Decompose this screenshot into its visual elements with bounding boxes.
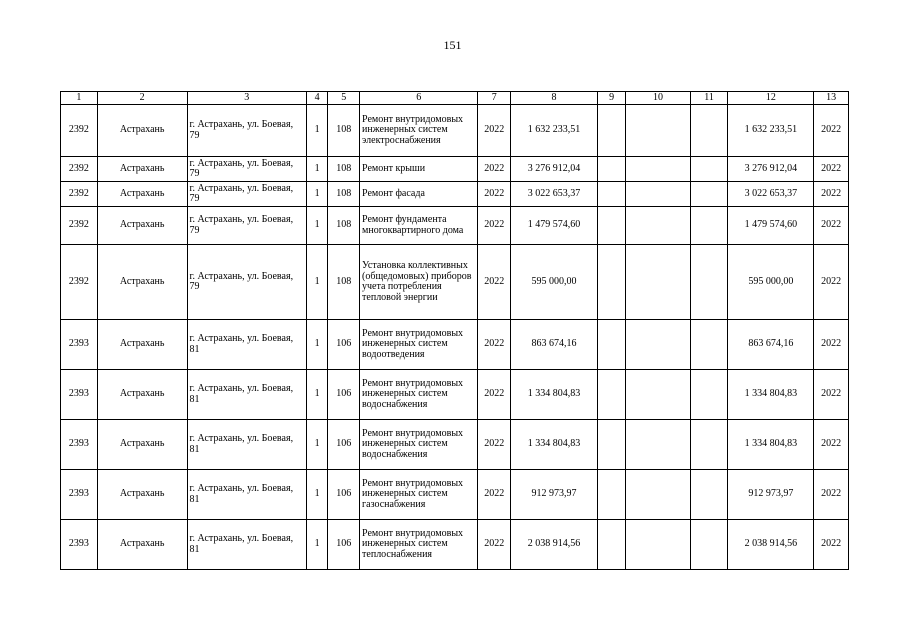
column-5-cell: 106 xyxy=(328,420,360,470)
address-cell: г. Астрахань, ул. Боевая, 81 xyxy=(187,420,306,470)
total-cost-cell: 2 038 914,56 xyxy=(511,520,598,570)
table-row xyxy=(61,245,849,320)
column-12-cost-cell: 3 022 653,37 xyxy=(728,182,814,207)
city-cell: Астрахань xyxy=(97,520,187,570)
repair-schedule-table xyxy=(60,91,849,570)
column-12-cost-cell: 1 632 233,51 xyxy=(728,105,814,157)
total-cost-cell: 1 479 574,60 xyxy=(511,207,598,245)
total-cost-cell: 3 276 912,04 xyxy=(511,157,598,182)
table-body xyxy=(61,105,849,570)
column-9-cell xyxy=(597,420,626,470)
work-type-cell: Ремонт внутридомовых инженерных систем газоснабжения xyxy=(360,470,478,520)
column-9-cell xyxy=(597,182,626,207)
column-10-cell xyxy=(626,420,690,470)
column-4-cell: 1 xyxy=(306,520,327,570)
column-10-cell xyxy=(626,157,690,182)
column-11-cell xyxy=(690,157,728,182)
city-cell: Астрахань xyxy=(97,320,187,370)
work-type-cell: Ремонт фасада xyxy=(360,182,478,207)
year-cell: 2022 xyxy=(478,420,511,470)
work-type-cell: Ремонт внутридомовых инженерных систем электроснабжения xyxy=(360,105,478,157)
column-header: 1 xyxy=(61,92,98,105)
column-5-cell: 108 xyxy=(328,182,360,207)
table-row xyxy=(61,105,849,157)
column-9-cell xyxy=(597,207,626,245)
work-type-cell: Ремонт внутридомовых инженерных систем водоснабжения xyxy=(360,420,478,470)
total-cost-cell: 1 632 233,51 xyxy=(511,105,598,157)
table-row xyxy=(61,157,849,182)
column-12-cost-cell: 595 000,00 xyxy=(728,245,814,320)
work-type-cell: Ремонт внутридомовых инженерных систем теплоснабжения xyxy=(360,520,478,570)
total-cost-cell: 1 334 804,83 xyxy=(511,370,598,420)
column-5-cell: 108 xyxy=(328,157,360,182)
column-header: 7 xyxy=(478,92,511,105)
column-13-year-cell: 2022 xyxy=(814,420,849,470)
column-4-cell: 1 xyxy=(306,470,327,520)
column-4-cell: 1 xyxy=(306,207,327,245)
column-11-cell xyxy=(690,420,728,470)
work-type-cell: Установка коллективных (общедомовых) приборов учета потребления тепловой энергии xyxy=(360,245,478,320)
column-12-cost-cell: 1 334 804,83 xyxy=(728,370,814,420)
column-9-cell xyxy=(597,157,626,182)
column-4-cell: 1 xyxy=(306,420,327,470)
table-row xyxy=(61,207,849,245)
page-number: 151 xyxy=(443,38,462,52)
row-number-cell: 2393 xyxy=(61,520,98,570)
column-9-cell xyxy=(597,320,626,370)
row-number-cell: 2392 xyxy=(61,105,98,157)
column-13-year-cell: 2022 xyxy=(814,182,849,207)
column-12-cost-cell: 1 479 574,60 xyxy=(728,207,814,245)
column-header: 8 xyxy=(511,92,598,105)
column-5-cell: 106 xyxy=(328,370,360,420)
column-13-year-cell: 2022 xyxy=(814,470,849,520)
column-13-year-cell: 2022 xyxy=(814,207,849,245)
total-cost-cell: 3 022 653,37 xyxy=(511,182,598,207)
work-type-cell: Ремонт внутридомовых инженерных систем водоснабжения xyxy=(360,370,478,420)
row-number-cell: 2393 xyxy=(61,320,98,370)
year-cell: 2022 xyxy=(478,105,511,157)
year-cell: 2022 xyxy=(478,157,511,182)
city-cell: Астрахань xyxy=(97,420,187,470)
city-cell: Астрахань xyxy=(97,245,187,320)
column-10-cell xyxy=(626,182,690,207)
column-11-cell xyxy=(690,520,728,570)
column-9-cell xyxy=(597,370,626,420)
city-cell: Астрахань xyxy=(97,157,187,182)
column-11-cell xyxy=(690,370,728,420)
city-cell: Астрахань xyxy=(97,182,187,207)
table-row xyxy=(61,420,849,470)
address-cell: г. Астрахань, ул. Боевая, 79 xyxy=(187,207,306,245)
city-cell: Астрахань xyxy=(97,207,187,245)
column-11-cell xyxy=(690,470,728,520)
table-row xyxy=(61,370,849,420)
column-header: 13 xyxy=(814,92,849,105)
address-cell: г. Астрахань, ул. Боевая, 79 xyxy=(187,157,306,182)
column-10-cell xyxy=(626,470,690,520)
column-header: 3 xyxy=(187,92,306,105)
year-cell: 2022 xyxy=(478,245,511,320)
address-cell: г. Астрахань, ул. Боевая, 81 xyxy=(187,320,306,370)
column-header: 12 xyxy=(728,92,814,105)
column-11-cell xyxy=(690,245,728,320)
column-9-cell xyxy=(597,105,626,157)
column-5-cell: 106 xyxy=(328,470,360,520)
column-4-cell: 1 xyxy=(306,105,327,157)
row-number-cell: 2392 xyxy=(61,245,98,320)
column-13-year-cell: 2022 xyxy=(814,245,849,320)
column-9-cell xyxy=(597,245,626,320)
table-row xyxy=(61,320,849,370)
city-cell: Астрахань xyxy=(97,105,187,157)
table-row xyxy=(61,182,849,207)
year-cell: 2022 xyxy=(478,370,511,420)
column-10-cell xyxy=(626,370,690,420)
column-4-cell: 1 xyxy=(306,157,327,182)
total-cost-cell: 1 334 804,83 xyxy=(511,420,598,470)
column-13-year-cell: 2022 xyxy=(814,370,849,420)
total-cost-cell: 595 000,00 xyxy=(511,245,598,320)
column-12-cost-cell: 863 674,16 xyxy=(728,320,814,370)
work-type-cell: Ремонт внутридомовых инженерных систем водоотведения xyxy=(360,320,478,370)
column-12-cost-cell: 2 038 914,56 xyxy=(728,520,814,570)
column-header: 5 xyxy=(328,92,360,105)
column-12-cost-cell: 912 973,97 xyxy=(728,470,814,520)
column-11-cell xyxy=(690,182,728,207)
address-cell: г. Астрахань, ул. Боевая, 79 xyxy=(187,245,306,320)
column-10-cell xyxy=(626,207,690,245)
column-10-cell xyxy=(626,520,690,570)
year-cell: 2022 xyxy=(478,320,511,370)
column-5-cell: 106 xyxy=(328,320,360,370)
row-number-cell: 2393 xyxy=(61,420,98,470)
column-9-cell xyxy=(597,520,626,570)
column-11-cell xyxy=(690,320,728,370)
column-5-cell: 108 xyxy=(328,245,360,320)
column-13-year-cell: 2022 xyxy=(814,157,849,182)
column-10-cell xyxy=(626,105,690,157)
column-11-cell xyxy=(690,105,728,157)
column-header: 9 xyxy=(597,92,626,105)
column-4-cell: 1 xyxy=(306,370,327,420)
column-5-cell: 108 xyxy=(328,207,360,245)
column-header: 11 xyxy=(690,92,728,105)
column-5-cell: 106 xyxy=(328,520,360,570)
row-number-cell: 2392 xyxy=(61,182,98,207)
row-number-cell: 2393 xyxy=(61,370,98,420)
row-number-cell: 2392 xyxy=(61,157,98,182)
column-13-year-cell: 2022 xyxy=(814,320,849,370)
column-12-cost-cell: 3 276 912,04 xyxy=(728,157,814,182)
column-header: 6 xyxy=(360,92,478,105)
column-13-year-cell: 2022 xyxy=(814,105,849,157)
column-header: 2 xyxy=(97,92,187,105)
year-cell: 2022 xyxy=(478,470,511,520)
column-4-cell: 1 xyxy=(306,182,327,207)
address-cell: г. Астрахань, ул. Боевая, 81 xyxy=(187,470,306,520)
column-11-cell xyxy=(690,207,728,245)
column-header: 4 xyxy=(306,92,327,105)
row-number-cell: 2393 xyxy=(61,470,98,520)
column-5-cell: 108 xyxy=(328,105,360,157)
column-13-year-cell: 2022 xyxy=(814,520,849,570)
address-cell: г. Астрахань, ул. Боевая, 81 xyxy=(187,520,306,570)
total-cost-cell: 912 973,97 xyxy=(511,470,598,520)
column-4-cell: 1 xyxy=(306,320,327,370)
year-cell: 2022 xyxy=(478,182,511,207)
column-12-cost-cell: 1 334 804,83 xyxy=(728,420,814,470)
work-type-cell: Ремонт фундамента многоквартирного дома xyxy=(360,207,478,245)
city-cell: Астрахань xyxy=(97,470,187,520)
total-cost-cell: 863 674,16 xyxy=(511,320,598,370)
column-header: 10 xyxy=(626,92,690,105)
year-cell: 2022 xyxy=(478,520,511,570)
table-row xyxy=(61,520,849,570)
column-4-cell: 1 xyxy=(306,245,327,320)
address-cell: г. Астрахань, ул. Боевая, 79 xyxy=(187,105,306,157)
table-row xyxy=(61,470,849,520)
column-9-cell xyxy=(597,470,626,520)
year-cell: 2022 xyxy=(478,207,511,245)
work-type-cell: Ремонт крыши xyxy=(360,157,478,182)
header-row xyxy=(61,92,849,105)
city-cell: Астрахань xyxy=(97,370,187,420)
address-cell: г. Астрахань, ул. Боевая, 79 xyxy=(187,182,306,207)
row-number-cell: 2392 xyxy=(61,207,98,245)
address-cell: г. Астрахань, ул. Боевая, 81 xyxy=(187,370,306,420)
column-10-cell xyxy=(626,320,690,370)
column-10-cell xyxy=(626,245,690,320)
